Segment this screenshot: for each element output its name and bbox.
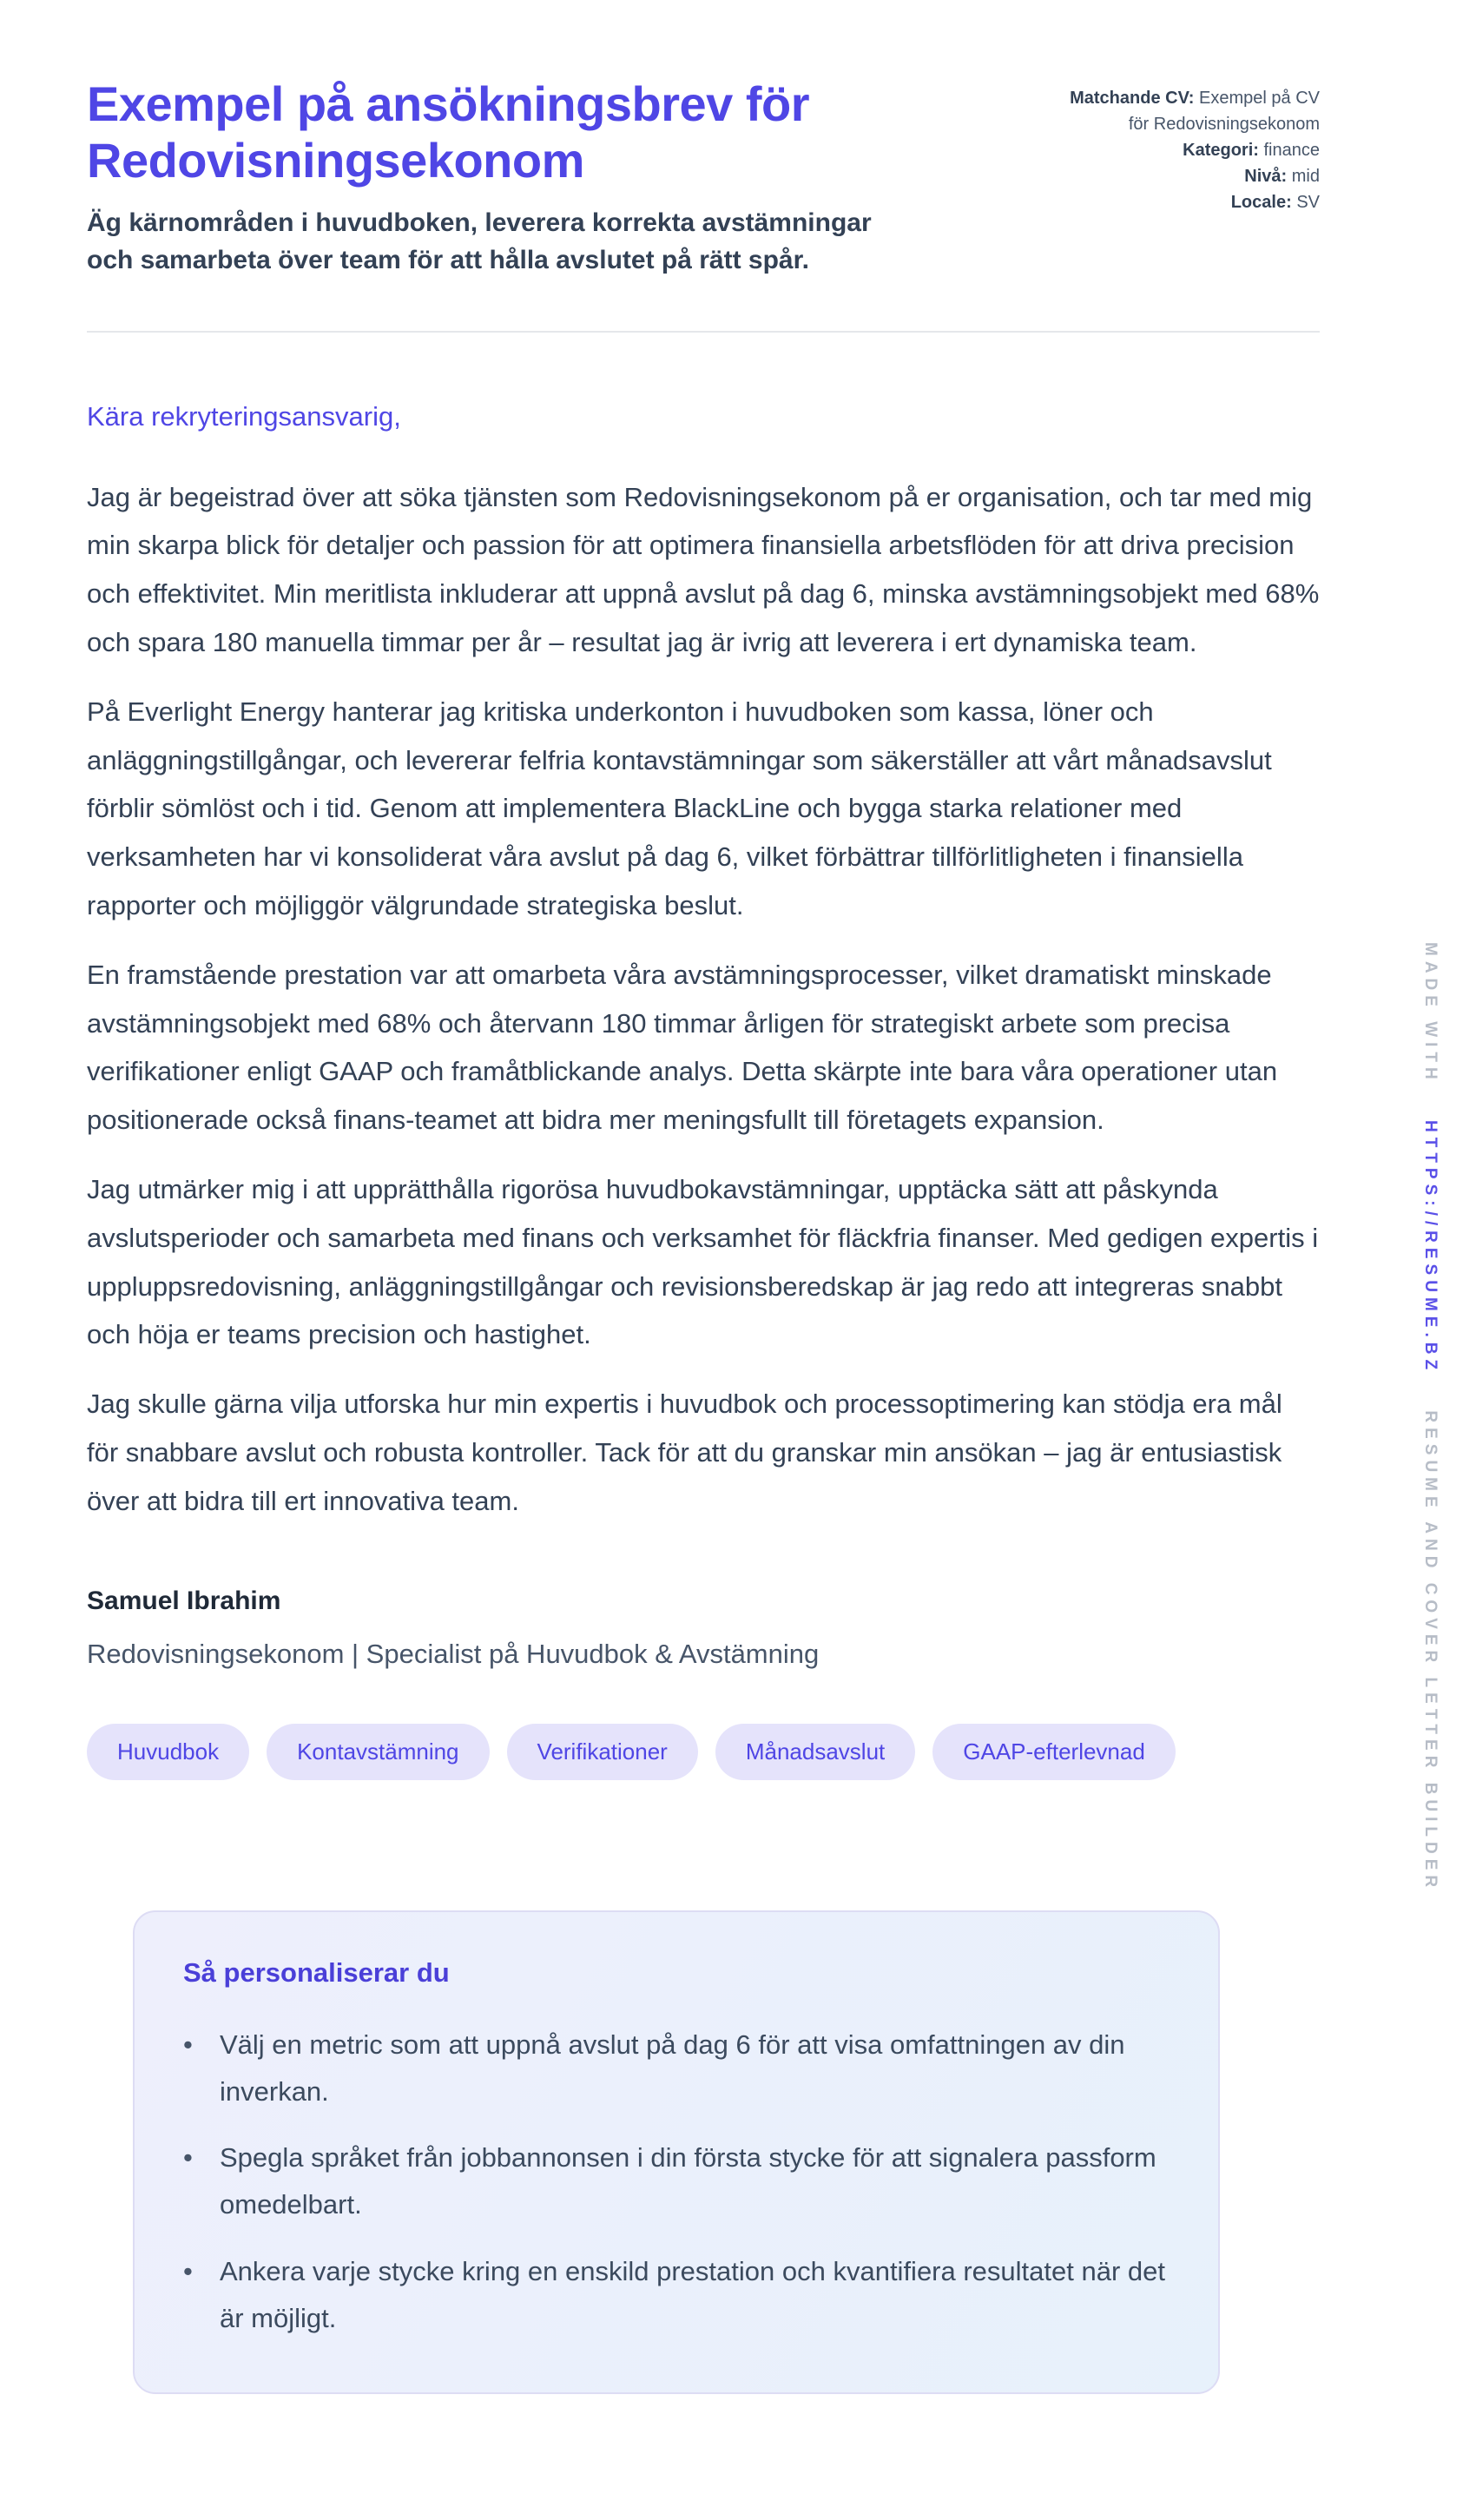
signature-role: Redovisningsekonom | Specialist på Huvudbok & Avstämning [87, 1638, 820, 1669]
tip-item-2 [183, 2134, 1170, 2229]
letter-paragraph-4: Jag utmärker mig i att upprätthålla rigorösa huvudbokavstämningar, upptäcka sätt att påskynda avslutsperioder och samarbeta med finans och verksamhet för fläckfria finanser. Med gedigen expertis i uppluppsredovisning, anläggningstillgångar och revisionsberedskap är jag redo att integreras snabbt och höja er teams precision och hastighet. [87, 1174, 1319, 1350]
meta-level [1046, 163, 1320, 189]
skill-tag-manadsavslut: Månadsavslut [715, 1724, 915, 1780]
meta-locale [1046, 189, 1320, 215]
letter-paragraph-2: På Everlight Energy hanterar jag kritiska underkonton i huvudboken som kassa, löner och anläggningstillgångar, och levererar felfria kontavstämningar som säkerställer att vårt månadsavslut förblir sömlöst och i tid. Genom att implementera BlackLine och bygga starka relationer med verksamheten har vi konsoliderat våra avslut på dag 6, vilket förbättrar tillförlitligheten i finansiella rapporter och möjliggör välgrundade strategiska beslut. [87, 696, 1272, 921]
skill-tag-verifikationer: Verifikationer [507, 1724, 698, 1780]
header-divider [87, 331, 1320, 333]
skill-tag-huvudbok: Huvudbok [87, 1724, 249, 1780]
watermark-suffix: RESUME AND COVER LETTER BUILDER [1421, 1410, 1440, 1893]
meta-matching-cv [1046, 85, 1320, 137]
watermark-prefix: MADE WITH [1421, 942, 1440, 1085]
letter-body [87, 395, 1320, 2394]
page-title: Exempel på ansökningsbrev för Redovisningsekonom [87, 76, 809, 188]
meta-category [1046, 137, 1320, 163]
letter-paragraph-5: Jag skulle gärna vilja utforska hur min expertis i huvudbok och processoptimering kan stödja era mål för snabbare avslut och robusta kontroller. Tack för att du granskar min ansökan – jag är entusiastisk över att bidra till ert innovativa team. [87, 1389, 1282, 1516]
page-subtitle: Äg kärnområden i huvudboken, leverera korrekta avstämningar och samarbeta över team för att hålla avslutet på rätt spår. [87, 208, 872, 274]
meta-panel [1046, 76, 1320, 215]
meta-label: Nivå: [1244, 167, 1288, 186]
meta-label: Kategori: [1183, 141, 1259, 160]
skill-tag-kontavstamning: Kontavstämning [267, 1724, 489, 1780]
bullet-icon: • [183, 2029, 193, 2060]
tip-item-1 [183, 2022, 1170, 2116]
letter-paragraph-3: En framstående prestation var att omarbeta våra avstämningsprocesser, vilket dramatiskt minskade avstämningsobjekt med 68% och återvann 180 timmar årligen för strategiskt arbete som precisa verifikationer enligt GAAP och framåtblickande analys. Detta skärpte inte bara våra operationer utan positionerade också finans-teamet att bidra mer meningsfullt till företagets expansion. [87, 959, 1278, 1136]
watermark-link[interactable]: HTTPS://RESUME.BZ [1421, 1120, 1440, 1375]
meta-value: mid [1291, 167, 1320, 186]
tip-text: Ankera varje stycke kring en enskild prestation och kvantifiera resultatet när det är möjligt. [220, 2255, 1165, 2333]
tip-item-3 [183, 2248, 1170, 2343]
skill-tags [87, 1724, 1320, 1780]
watermark [1420, 942, 1440, 1892]
skill-tag-gaap: GAAP-efterlevnad [932, 1724, 1176, 1780]
signature-name: Samuel Ibrahim [87, 1586, 281, 1615]
header [87, 76, 1320, 279]
meta-label: Matchande CV: [1070, 89, 1195, 108]
tip-text: Spegla språket från jobbannonsen i din första stycke för att signalera passform omedelbart. [220, 2142, 1156, 2220]
header-left [87, 76, 920, 279]
letter-paragraph-1: Jag är begeistrad över att söka tjänsten som Redovisningsekonom på er organisation, och tar med mig min skarpa blick för detaljer och passion för att optimera finansiella arbetsflöden för att driva precision och effektivitet. Min meritlista inkluderar att uppnå avslut på dag 6, minska avstämningsobjekt med 68% och spara 180 manuella timmar per år – resultat jag är ivrig att leverera i ert dynamiska team. [87, 481, 1320, 658]
meta-label: Locale: [1230, 193, 1292, 212]
tip-text: Välj en metric som att uppnå avslut på dag 6 för att visa omfattningen av din inverkan. [220, 2029, 1125, 2107]
bullet-icon: • [183, 2255, 193, 2286]
meta-value: SV [1296, 193, 1320, 212]
meta-value: finance [1263, 141, 1320, 160]
greeting: Kära rekryteringsansvarig, [87, 401, 401, 432]
meta-value: Exempel på CV för Redovisningsekonom [1128, 89, 1320, 134]
bullet-icon: • [183, 2142, 193, 2174]
personalization-tips-card [133, 1910, 1220, 2395]
tips-heading: Så personaliserar du [183, 1956, 450, 1988]
